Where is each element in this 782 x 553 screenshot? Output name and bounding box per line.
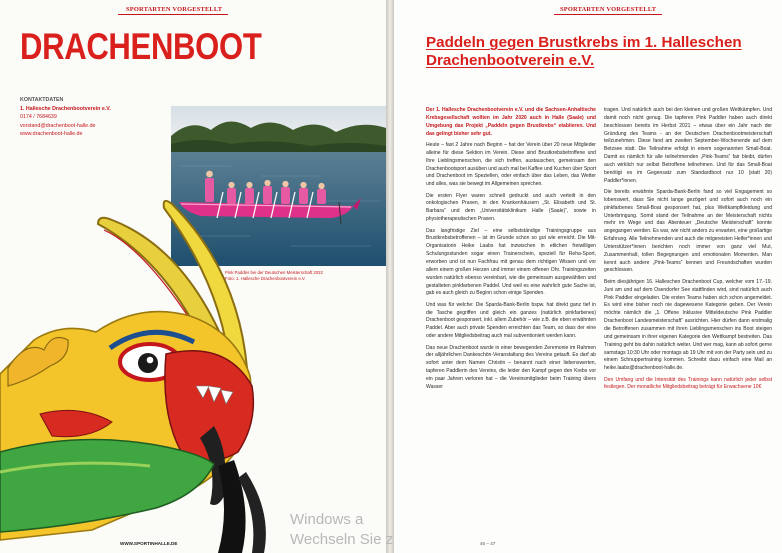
photo-caption-line: Pink Paddler bei der Deutschen Meisterschaft 2022 [225, 270, 323, 275]
contact-org: 1. Hallesche Drachenbootverein e.V. [20, 105, 111, 112]
footer-website[interactable]: WWW.SPORTINHALLE.DE [120, 541, 178, 546]
article-paragraph: Heute – fast 2 Jahre nach Beginn – hat der Verein über 20 neue Mitglieder alleine für diese Sektion im Verein. Diese sind Brustkrebsbetroffene und Ihre Lieblingsmenschen, die sich treffen, austauschen, gemeinsam den Drachenbootsport ausüben und auch mal bei Kaffee und Kuchen über Sport und Drachenboot im Speziellen, oder einfach über das Leben, das Wetter und alles, was sie bewegt im Allgemeinen sprechen. [426, 141, 596, 188]
section-label: SPORTARTEN VORGESTELLT [560, 6, 657, 13]
article-paragraph: tragen. Und natürlich auch bei den kleinen und großen Wettkämpfen. Und damit noch nicht genug. Die tapferen Pink Paddler haben auch direkt beschlossen bereits im Herbst 2021 – etwas über ein Jahr nach der Gründung des Teams - an der Deutschen Drachenbootmeisterschaft teilzunehmen. Diese fand am zweiten September-Wochenende auf dem Betzsee statt. Die Teilnahme erfolgt in einem sogenannten Small-Boat. Damit es nämlich für alle teilnehmenden „Pink-Teams“ fair bleibt, dürfen auch wirklich nur selbst Betroffene teilnehmen. Und für das Small-Boat benötigt es im Gegensatz zum Standardboot nur 10 (statt 20) Paddler*innen. [604, 107, 772, 184]
watermark-line: Windows a [290, 511, 364, 528]
article-paragraph: Die ersten Flyer waren schnell gedruckt und auch verteilt in den onkologischen Praxen, in den Krankenhäusern „St. Elisabeth und St. Barbara“ und dem „Universitätsklinikum Halle (Saale)“, sowie in physiotherapeutischen Praxen. [426, 192, 596, 223]
dragon-head-image [0, 190, 300, 553]
article-column-2 [604, 107, 772, 396]
left-page [0, 0, 386, 553]
contact-heading: KONTAKTDATEN [20, 97, 64, 103]
article-paragraph: Das neue Drachenboot wurde in einer bewegenden Zeremonie im Rahmen der alljährlichen Dankeschön-Veranstaltung des Vereins getauft. Es darf ab sofort unter dem Namen Christin – benannt nach einer liebenswerten, tapferen Paddlerin des Vereins, die leider den Kampf gegen den Krebs vor ein paar Jahren verloren hat – die Vereinsmitglieder beim Training übers Wasser [426, 344, 596, 390]
photo-credit: Foto: 1. Hallesche Drachenbootverein e.V. [225, 276, 306, 282]
section-label: SPORTARTEN VORGESTELLT [126, 6, 223, 13]
article-closing-note: Den Umfang und die Intensität des Trainings kann natürlich jeder selbst festlegen. Der monatliche Mitgliedsbeitrag beträgt für Erwachsene 10€ [604, 376, 772, 391]
book-spine [386, 0, 394, 553]
page-number: 46 – 47 [480, 541, 496, 546]
contact-block [20, 96, 111, 139]
contact-phone: 0174 / 7684639 [20, 114, 57, 121]
contact-email-link[interactable]: vorstand@drachenboot-halle.de [20, 122, 96, 129]
article-paragraph: Beim diesjährigen 16. Halleschen Drachenboot Cup, welcher vom 17.-19. Juni am und auf dem Osendorfer See stattfinden wird, sind natürlich auch Pink Paddler eingeladen. Die ersten Teams haben sich schon angemeldet. Es wird eine bisher noch nie dagewesene Kategorie geben. Der Verein möchte nämlich die „1. Offene Inklusive Mitteldeutsche Pink Paddler Drachenboot Landesmeisterschaft“ ausrichten. Hier dürfen dann erstmalig die Betroffenen zusammen mit ihren Lieblingsmenschen ins Boot steigen und gemeinsam in ihrer eigenen Kategorie den Wettkampf bestreiten. Das Training geht bis dahin natürlich weiter. Und wer mag, kann ab sofort gerne samstags 10:30 Uhr oder montags ab 19 Uhr mit von der Party sein und zu einem Schnuppertraining kommen. Schreibt dazu einfach eine Mail an heike.laabs@drachenboot-halle.de. [604, 278, 772, 372]
article-paragraph: Und was für welche: Die Sparda-Bank-Berlin bspw. hat direkt ganz tief in die Tasche gegriffen und gleich ein ganzes (natürlich pinkfarbenes) Drachenboot gesponsert, inkl. allem Zubehör – wie z.B. die eben erwähnten Paddel. Aber auch private Spenden erreichten das Team, so dass der eine oder andere Mitgliedsbeitrag auch mal subventioniert werden kann. [426, 301, 596, 340]
section-rule [118, 14, 228, 15]
page-title: DRACHENBOOT [20, 26, 262, 67]
article-column-1 [426, 107, 596, 395]
contact-website-link[interactable]: www.drachenboot-halle.de [20, 131, 83, 138]
article-title: Paddeln gegen Brustkrebs im 1. Halleschen Drachenbootverein e.V. [426, 34, 742, 69]
watermark-line: Wechseln Sie z [290, 531, 394, 548]
section-rule [554, 14, 662, 15]
article-paragraph: Das langfristige Ziel – eine selbstständige Trainingsgruppe aus Brustkrebsbetroffenen – ist im Grunde schon so gut wie erreicht. Die Mit-Organisatorin Heike Laabs hat inzwischen in etlichen freiwilligen Schulungsstunden sogar einen Trainerschein, speziell für Reha-Sport, erworben und ist nun Fachfrau mit genau dem richtigen Wissen und vor allem einem großen Herzen und immer einem offenen Ohr. Trainingszeiten wurden natürlich ebenso vereinbart, wie die gemeinsam ausgewählten und gestalteten pinkfarbenen Paddel. Und weil es eine wahrlich gute Sache ist, gab es auch gleich zu Beginn schon einige Spenden. [426, 227, 596, 297]
article-paragraph: Die bereits erwähnte Sparda-Bank-Berlin fand so viel Engagement so lobenswert, dass Sie nicht lange gezögert und sofort auch noch ein pinkfarbenes Small-Boat gesponsert hat, plus Weltkampfkleidung und Unterbringung. Somit stand der Teilnahme an der Meisterschaft nichts mehr im Wege und das Abenteuer „Deutsche Meisterschaft“ konnte angegangen werden. Es war, wie nicht anders zu erwarten, eine großartige Erfahrung. Alle Teilnehmenden und auch die mitgereisten Helfer*innen und Unterstützer*innen berichten noch immer von ganz viel Mut, Zusammenhalt, tollen Begegnungen und emotionalen Momenten. Man kennt auch andere „Pink-Teams“ kennen und Freundschaften wurden geschlossen. [604, 189, 772, 274]
right-page [394, 0, 782, 553]
article-lead: Der 1. Hallesche Drachenbootverein e.V. und die Sachsen-Anhaltische Krebsgesellschaft wollten im Jahr 2020 auch in Halle (Saale) und Umgebung das Projekt „Paddeln gegen Brustkrebs“ etablieren. Und das gelingt bisher sehr gut. [426, 107, 596, 137]
windows-activation-watermark [290, 510, 393, 550]
